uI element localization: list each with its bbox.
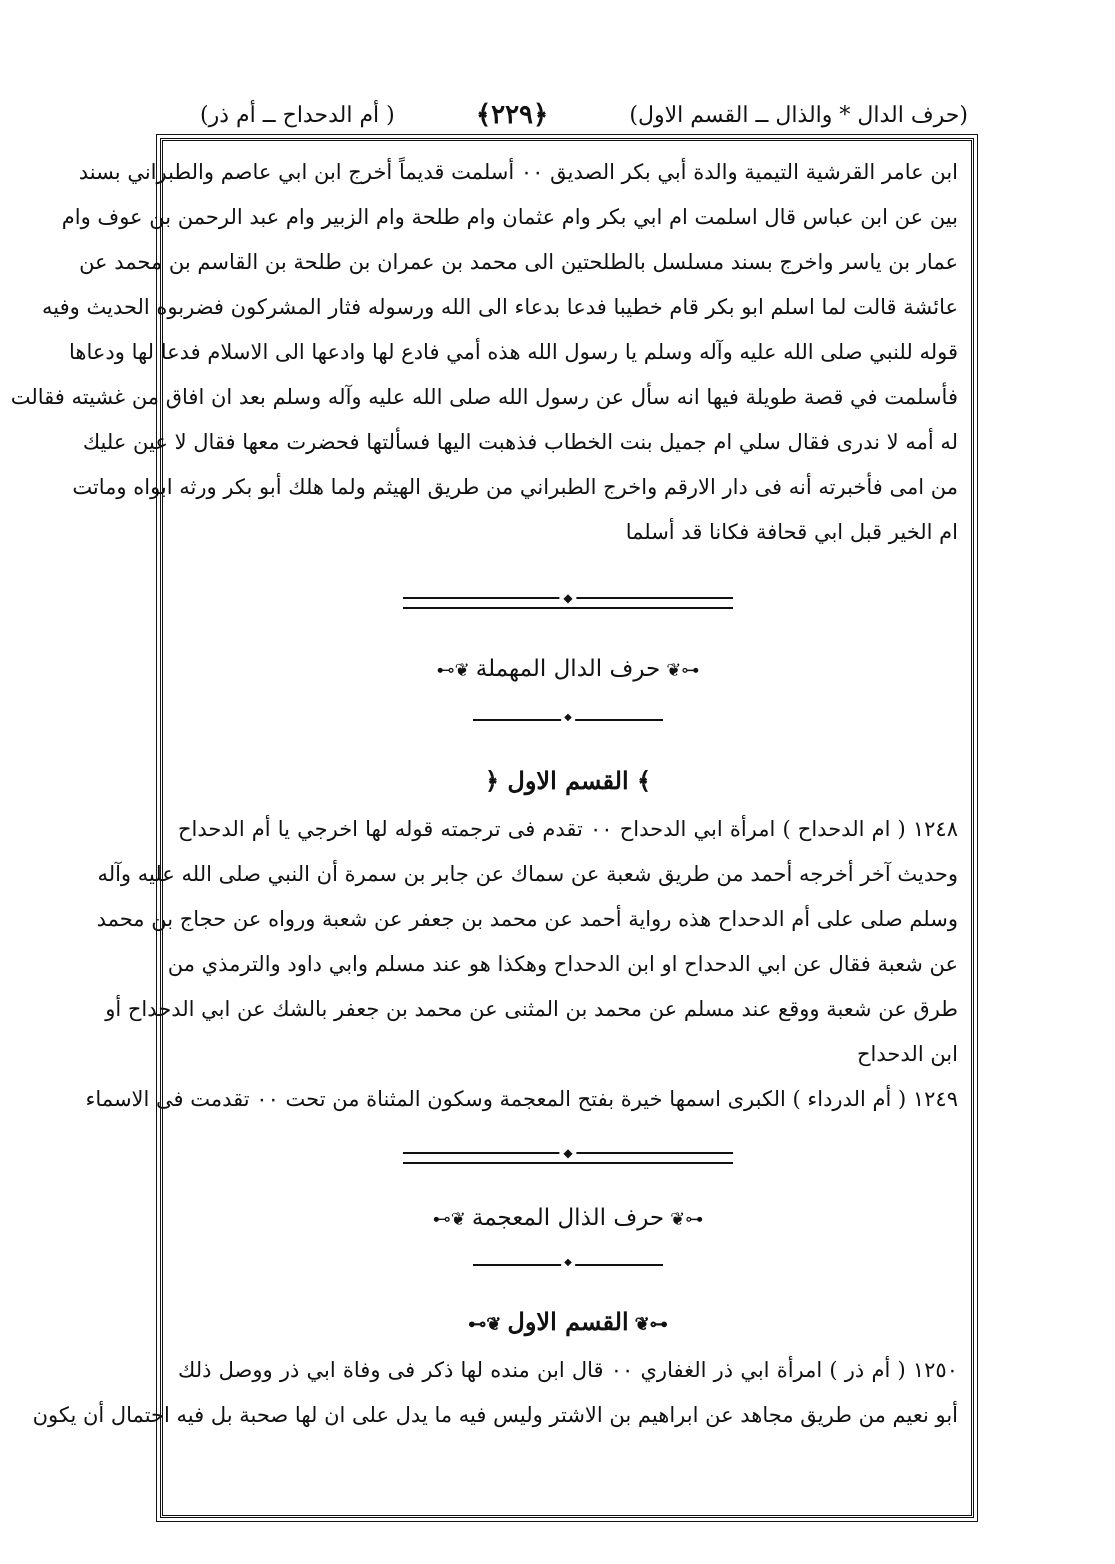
ornament-icon: ⊷❦ — [670, 1209, 704, 1230]
page-header — [200, 95, 968, 135]
text-line: ابن الدحداح — [857, 1042, 958, 1066]
entry-line: ١٢٥٠ ( أم ذر ) امرأة ابي ذر الغفاري ٠٠ قال ابن منده لها ذكر فى وفاة ابي ذر ووصل ذلك — [178, 1358, 958, 1382]
section-1 — [10, 150, 958, 555]
ornament-divider — [403, 1152, 733, 1164]
ornament-divider — [403, 597, 733, 609]
text-line: ابن عامر القرشية التيمية والدة أبي بكر الصديق ٠٠ أسلمت قديماً أخرج ابن ابي عاصم والطبراني بسند — [78, 160, 958, 184]
text-line: له أمه لا ندرى فقال سلي ام جميل بنت الخطاب فذهبت اليها فسألتها فحضرت معها فقال لا عين عليك — [82, 430, 958, 454]
text-line: عن شعبة فقال عن ابي الدحداح او ابن الدحداح وهكذا هو عند مسلم وابي داود والترمذي من — [167, 952, 958, 976]
entry-line: ١٢٤٩ ( أم الدرداء ) الكبرى اسمها خيرة بفتح المعجمة وسكون المثناة من تحت ٠٠ تقدمت فى الاسماء — [85, 1087, 958, 1111]
text-line: عائشة قالت لما اسلم ابو بكر قام خطيبا فدعا بدعاء الى الله ورسوله فثار المشركون فضربوه الحديث وفيه — [42, 295, 958, 319]
text-line: عمار بن ياسر واخرج بسند مسلسل بالطلحتين الى محمد بن عمران بن طلحة بن القاسم بن محمد عن — [79, 250, 958, 274]
chapter-heading-dhal: ⊷❦حرف الذال المعجمة❦⊶ — [432, 1205, 704, 1231]
page-content — [10, 150, 958, 1438]
ornament-icon: ❦⊶ — [468, 1314, 502, 1335]
text-line: ام الخير قبل ابي قحافة فكانا قد أسلما — [625, 520, 958, 544]
section-3 — [32, 1348, 958, 1438]
text-line: بين عن ابن عباس قال اسلمت ام ابي بكر وام عثمان وام طلحة وام الزبير وام عبد الرحمن بن عوف وام — [61, 205, 958, 229]
page-number: ﴿٢٢٩﴾ — [475, 100, 549, 130]
text-line: وحديث آخر أخرجه أحمد من طريق شعبة عن سماك عن جابر بن سمرة أن النبي صلى الله عليه وآله — [97, 862, 958, 886]
bracket-icon: ﴾ — [636, 766, 652, 795]
text-line: طرق عن شعبة ووقع عند مسلم عن محمد بن المثنى عن محمد بن جعفر بالشك عن ابي الدحداح أو — [105, 997, 958, 1021]
section-heading: ⊷❦القسم الاول❦⊶ — [468, 1307, 668, 1336]
text-line: قوله للنبي صلى الله عليه وآله وسلم يا رسول الله هذه أمي فادع لها وادعها الى الاسلام فدعا لها ودعاها — [69, 340, 958, 364]
entry-line: ١٢٤٨ ( ام الدحداح ) امرأة ابي الدحداح ٠٠ تقدم فى ترجمته قوله لها اخرجي يا أم الدحداح — [178, 817, 958, 841]
ornament-divider — [473, 719, 663, 721]
ornament-divider — [473, 1264, 663, 1266]
ornament-icon: ❦⊶ — [436, 660, 470, 681]
section-2 — [85, 807, 958, 1122]
text-line: من امى فأخبرته أنه فى دار الارقم واخرج الطبراني من طريق الهيثم ولما هلك أبو بكر ورثه ابواه وماتت — [72, 475, 958, 499]
header-right-title: (حرف الدال * والذال ــ القسم الاول) — [629, 102, 968, 128]
section-heading: ﴾ القسم الاول ﴿ — [484, 766, 652, 795]
text-line: أبو نعيم من طريق مجاهد عن ابراهيم بن الاشتر وليس فيه ما يدل على ان لها صحبة بل فيه احتمال أن يكون — [32, 1403, 958, 1427]
text-line: وسلم صلى على أم الدحداح هذه رواية أحمد عن محمد بن جعفر عن شعبة ورواه عن حجاج بن محمد — [96, 907, 958, 931]
ornament-icon: ❦⊶ — [432, 1209, 466, 1230]
header-left-title: ( أم الدحداح ــ أم ذر) — [200, 102, 395, 128]
ornament-icon: ⊷❦ — [666, 660, 700, 681]
chapter-heading-dal: ⊷❦حرف الدال المهملة❦⊶ — [436, 656, 700, 682]
bracket-icon: ﴿ — [484, 766, 500, 795]
text-line: فأسلمت في قصة طويلة فيها انه سأل عن رسول الله صلى الله عليه وآله وسلم بعد ان افاق من غشيته فقالت — [10, 385, 958, 409]
ornament-icon: ⊷❦ — [634, 1314, 668, 1335]
